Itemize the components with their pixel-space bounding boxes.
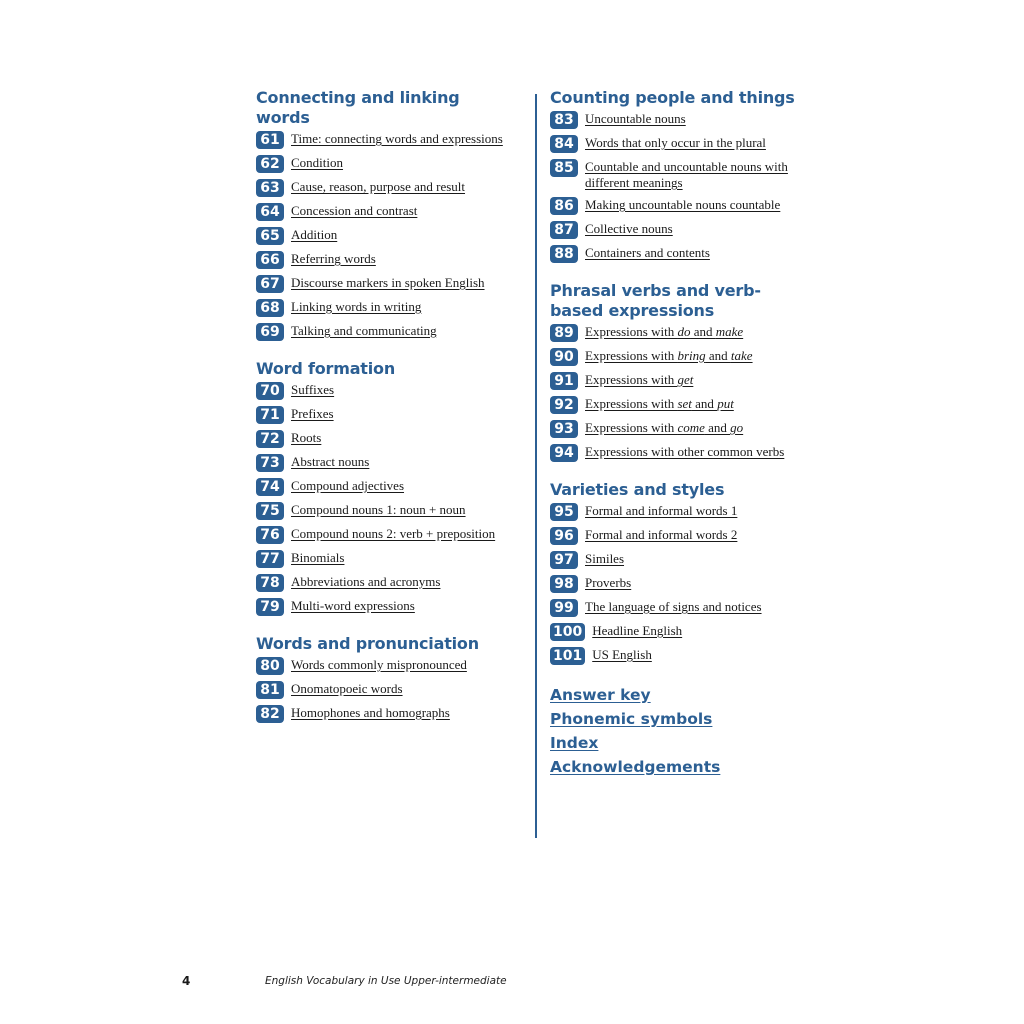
unit-number-badge: 73 bbox=[256, 454, 284, 472]
section-title: Counting people and things bbox=[550, 88, 795, 107]
unit-list bbox=[256, 657, 518, 723]
unit-title-link[interactable]: Words commonly mispronounced bbox=[291, 657, 467, 672]
unit-number-badge: 94 bbox=[550, 444, 578, 462]
unit-number-badge: 63 bbox=[256, 179, 284, 197]
section-words-and-pronunciation bbox=[256, 634, 518, 723]
unit-number-badge: 90 bbox=[550, 348, 578, 366]
unit-title-link[interactable]: Prefixes bbox=[291, 406, 334, 421]
unit-item-91 bbox=[550, 372, 800, 390]
unit-number-badge: 62 bbox=[256, 155, 284, 173]
unit-number-badge: 84 bbox=[550, 135, 578, 153]
unit-title-link[interactable]: Suffixes bbox=[291, 382, 335, 397]
unit-number-badge: 93 bbox=[550, 420, 578, 438]
unit-number-badge: 75 bbox=[256, 502, 284, 520]
unit-title-link[interactable]: Expressions with other common verbs bbox=[585, 444, 785, 459]
unit-title-link[interactable]: Abbreviations and acronyms bbox=[291, 574, 441, 589]
unit-title-text: Expressions with bbox=[585, 396, 678, 411]
unit-title-link[interactable]: Roots bbox=[291, 430, 322, 445]
unit-title-link[interactable]: US English bbox=[592, 647, 652, 662]
unit-title-text: and bbox=[690, 324, 716, 339]
unit-item-73 bbox=[256, 454, 518, 472]
unit-title-italic: do bbox=[677, 324, 691, 339]
unit-number-badge: 101 bbox=[550, 647, 585, 665]
unit-item-89 bbox=[550, 324, 800, 342]
end-links bbox=[550, 683, 800, 779]
unit-title-link[interactable] bbox=[585, 324, 743, 340]
unit-number-badge: 61 bbox=[256, 131, 284, 149]
unit-title-link[interactable] bbox=[585, 396, 734, 412]
section-varieties-and-styles bbox=[550, 480, 800, 665]
section-title: Phrasal verbs and verb-based expressions bbox=[550, 281, 761, 320]
unit-item-66 bbox=[256, 251, 518, 269]
unit-item-79 bbox=[256, 598, 518, 616]
unit-number-badge: 85 bbox=[550, 159, 578, 177]
unit-number-badge: 82 bbox=[256, 705, 284, 723]
unit-item-77 bbox=[256, 550, 518, 568]
unit-title-link[interactable]: Similes bbox=[585, 551, 625, 566]
link-acknowledgements[interactable]: Acknowledgements bbox=[550, 758, 721, 776]
unit-title-italic: get bbox=[677, 372, 694, 387]
unit-item-71 bbox=[256, 406, 518, 424]
unit-title-text: Expressions with bbox=[585, 372, 678, 387]
unit-item-61 bbox=[256, 131, 518, 149]
unit-title-link[interactable] bbox=[585, 348, 753, 364]
unit-list bbox=[256, 382, 518, 616]
unit-title-link[interactable]: Uncountable nouns bbox=[585, 111, 686, 126]
link-index[interactable]: Index bbox=[550, 734, 599, 752]
unit-list bbox=[550, 324, 800, 462]
unit-title-link[interactable]: Collective nouns bbox=[585, 221, 673, 236]
unit-item-64 bbox=[256, 203, 518, 221]
unit-list bbox=[550, 111, 800, 263]
unit-title-link[interactable]: Multi-word expressions bbox=[291, 598, 415, 613]
unit-number-badge: 78 bbox=[256, 574, 284, 592]
section-title: Word formation bbox=[256, 359, 396, 378]
unit-title-link[interactable]: Referring words bbox=[291, 251, 376, 266]
unit-number-badge: 68 bbox=[256, 299, 284, 317]
section-word-formation bbox=[256, 359, 518, 616]
unit-item-97 bbox=[550, 551, 800, 569]
link-phonemic-symbols[interactable]: Phonemic symbols bbox=[550, 710, 713, 728]
unit-item-95 bbox=[550, 503, 800, 521]
unit-list bbox=[256, 131, 518, 341]
unit-title-link[interactable]: Abstract nouns bbox=[291, 454, 370, 469]
unit-title-link[interactable]: Compound nouns 2: verb + preposition bbox=[291, 526, 496, 541]
unit-number-badge: 87 bbox=[550, 221, 578, 239]
unit-number-badge: 96 bbox=[550, 527, 578, 545]
unit-number-badge: 74 bbox=[256, 478, 284, 496]
unit-number-badge: 97 bbox=[550, 551, 578, 569]
right-column bbox=[550, 88, 800, 779]
section-title: Varieties and styles bbox=[550, 480, 725, 499]
unit-title-text: Expressions with bbox=[585, 420, 678, 435]
unit-title-text: Expressions with bbox=[585, 348, 678, 363]
section-title: Connecting and linking words bbox=[256, 88, 460, 127]
unit-number-badge: 81 bbox=[256, 681, 284, 699]
unit-title-italic: make bbox=[715, 324, 744, 339]
unit-number-badge: 86 bbox=[550, 197, 578, 215]
unit-title-italic: take bbox=[730, 348, 753, 363]
unit-number-badge: 65 bbox=[256, 227, 284, 245]
unit-item-75 bbox=[256, 502, 518, 520]
unit-item-92 bbox=[550, 396, 800, 414]
unit-number-badge: 67 bbox=[256, 275, 284, 293]
unit-title-link[interactable]: Proverbs bbox=[585, 575, 632, 590]
unit-item-82 bbox=[256, 705, 518, 723]
unit-number-badge: 69 bbox=[256, 323, 284, 341]
unit-title-link[interactable] bbox=[585, 420, 743, 436]
unit-number-badge: 88 bbox=[550, 245, 578, 263]
unit-title-link[interactable]: Compound nouns 1: noun + noun bbox=[291, 502, 466, 517]
unit-title-text: and bbox=[705, 348, 731, 363]
unit-title-link[interactable]: Making uncountable nouns countable bbox=[585, 197, 781, 212]
section-connecting-and-linking-words bbox=[256, 88, 518, 341]
section-counting-people-and-things bbox=[550, 88, 800, 263]
unit-number-badge: 66 bbox=[256, 251, 284, 269]
unit-item-98 bbox=[550, 575, 800, 593]
unit-item-83 bbox=[550, 111, 800, 129]
unit-title-link[interactable]: Time: connecting words and expressions bbox=[291, 131, 503, 146]
unit-title-link[interactable]: The language of signs and notices bbox=[585, 599, 762, 614]
unit-item-94 bbox=[550, 444, 800, 462]
unit-item-85 bbox=[550, 159, 800, 191]
unit-item-87 bbox=[550, 221, 800, 239]
unit-title-link[interactable]: Cause, reason, purpose and result bbox=[291, 179, 466, 194]
unit-number-badge: 64 bbox=[256, 203, 284, 221]
unit-title-link[interactable]: Discourse markers in spoken English bbox=[291, 275, 485, 290]
unit-item-67 bbox=[256, 275, 518, 293]
unit-title-link[interactable] bbox=[585, 372, 693, 388]
unit-title-link[interactable]: Condition bbox=[291, 155, 344, 170]
unit-item-63 bbox=[256, 179, 518, 197]
unit-title-italic: put bbox=[717, 396, 734, 411]
unit-item-69 bbox=[256, 323, 518, 341]
unit-title-link[interactable]: Talking and communicating bbox=[291, 323, 437, 338]
unit-number-badge: 83 bbox=[550, 111, 578, 129]
unit-title-link[interactable]: Concession and contrast bbox=[291, 203, 418, 218]
link-answer-key[interactable]: Answer key bbox=[550, 686, 651, 704]
book-title: English Vocabulary in Use Upper-intermediate bbox=[265, 975, 507, 987]
unit-title-italic: come bbox=[677, 420, 705, 435]
unit-item-68 bbox=[256, 299, 518, 317]
unit-number-badge: 100 bbox=[550, 623, 585, 641]
unit-title-text: and bbox=[691, 396, 718, 411]
unit-title-italic: set bbox=[677, 396, 692, 411]
unit-title-link[interactable]: Formal and informal words 1 bbox=[585, 503, 738, 518]
unit-list bbox=[550, 503, 800, 665]
unit-item-70 bbox=[256, 382, 518, 400]
unit-item-65 bbox=[256, 227, 518, 245]
unit-item-101 bbox=[550, 647, 800, 665]
unit-title-link[interactable]: Linking words in writing bbox=[291, 299, 422, 314]
unit-number-badge: 77 bbox=[256, 550, 284, 568]
unit-item-76 bbox=[256, 526, 518, 544]
unit-number-badge: 99 bbox=[550, 599, 578, 617]
unit-title-link[interactable]: Containers and contents bbox=[585, 245, 710, 260]
unit-item-80 bbox=[256, 657, 518, 675]
unit-item-72 bbox=[256, 430, 518, 448]
unit-item-93 bbox=[550, 420, 800, 438]
unit-title-link[interactable]: Onomatopoeic words bbox=[291, 681, 403, 696]
unit-number-badge: 91 bbox=[550, 372, 578, 390]
unit-item-90 bbox=[550, 348, 800, 366]
unit-number-badge: 92 bbox=[550, 396, 578, 414]
unit-title-italic: go bbox=[730, 420, 744, 435]
column-divider bbox=[535, 94, 537, 838]
unit-title-link[interactable]: Binomials bbox=[291, 550, 345, 565]
unit-title-link[interactable]: Homophones and homographs bbox=[291, 705, 450, 720]
unit-number-badge: 76 bbox=[256, 526, 284, 544]
unit-number-badge: 89 bbox=[550, 324, 578, 342]
unit-title-link[interactable]: Addition bbox=[291, 227, 338, 242]
unit-item-99 bbox=[550, 599, 800, 617]
unit-title-link[interactable]: Headline English bbox=[592, 623, 683, 638]
unit-item-78 bbox=[256, 574, 518, 592]
unit-item-88 bbox=[550, 245, 800, 263]
unit-item-100 bbox=[550, 623, 800, 641]
page-footer bbox=[0, 974, 1024, 990]
unit-title-link[interactable]: Words that only occur in the plural bbox=[585, 135, 766, 150]
unit-number-badge: 70 bbox=[256, 382, 284, 400]
unit-item-84 bbox=[550, 135, 800, 153]
section-phrasal-verbs-and-verb-based-expressions bbox=[550, 281, 800, 462]
unit-title-text: Expressions with bbox=[585, 324, 678, 339]
left-column bbox=[256, 88, 518, 741]
unit-title-link[interactable]: Compound adjectives bbox=[291, 478, 405, 493]
unit-item-62 bbox=[256, 155, 518, 173]
section-title: Words and pronunciation bbox=[256, 634, 479, 653]
page-number: 4 bbox=[182, 974, 191, 988]
unit-number-badge: 95 bbox=[550, 503, 578, 521]
unit-title-text: and bbox=[704, 420, 731, 435]
unit-item-74 bbox=[256, 478, 518, 496]
unit-item-81 bbox=[256, 681, 518, 699]
unit-title-link[interactable]: Countable and uncountable nouns with different meanings bbox=[585, 159, 788, 190]
unit-title-link[interactable]: Formal and informal words 2 bbox=[585, 527, 738, 542]
unit-number-badge: 79 bbox=[256, 598, 284, 616]
unit-number-badge: 80 bbox=[256, 657, 284, 675]
unit-number-badge: 71 bbox=[256, 406, 284, 424]
unit-title-italic: bring bbox=[677, 348, 706, 363]
unit-number-badge: 72 bbox=[256, 430, 284, 448]
unit-number-badge: 98 bbox=[550, 575, 578, 593]
unit-item-86 bbox=[550, 197, 800, 215]
unit-item-96 bbox=[550, 527, 800, 545]
